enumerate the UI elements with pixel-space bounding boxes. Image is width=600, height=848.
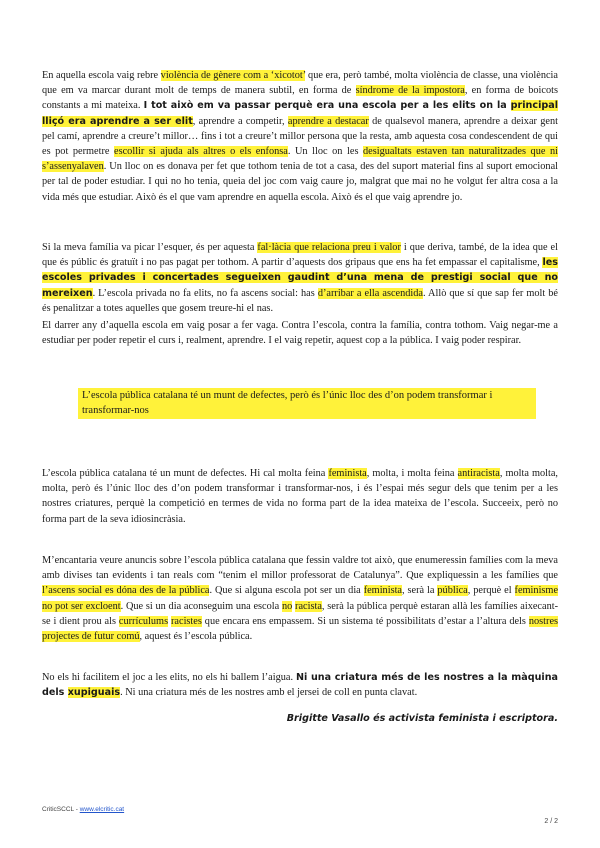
paragraph-5: M’encantaria veure anuncis sobre l’escola pública catalana que fessin valdre tot això, que enumeressin famílies com la meva amb divises tan evidents i tan reals com “tenim el millor professorat de Catalunya”. Que expliquessin a les famílies que l’ascens social es dóna des de la pública. Que si alguna escola pot ser un dia feminista, serà la pública, perquè el feminisme no pot ser excloent. Que si un dia aconseguim una escola no racista, serà la pública perquè estaran allà les famílies aixecant-se i dient prou als currículums racistes que encara ens empassem. Si un sistema té possibilitats d’estar a l’altura dels nostres projectes de futur comú, aquest és l’escola pública.	[42, 555, 559, 643]
highlight: currículums	[118, 615, 169, 627]
paragraph-2: Si la meva família va picar l’esquer, és per aquesta fal·làcia que relaciona preu i valor i que deriva, també, de la idea que el que és públic és gratuït i no pas pagat per tothom. A partir d’aquests dos gripaus que ens ha fet empassar el capitalisme, les escoles privades i concertades segueixen gaudint d’una mena de prestigi social que no mereixen. L’escola privada no fa elits, no fa ascens social: has d’arribar a ella ascendida. Allò que sí que sap fer molt bé és penalitzar a totes aquelles que gosem treure-hi el nas.	[42, 242, 559, 314]
paragraph-1: En aquella escola vaig rebre violència de gènere com a ‘xicotot’ que era, però també, molta violència de classe, una violència que em va marcar durant molt de temps de manera subtil, en forma de síndrome de la impostora, en forma de boicots constants a mi mateixa. I tot això em va passar perquè era una escola per a les elits on la principal lliçó era aprendre a ser elit, aprendre a competir, aprendre a destacar de qualsevol manera, aprendre a deixar gent pel camí, aprendre a creure’t millor… fins i tot a creure’t millor persona que la resta, amb aquesta cosa condescendent de qui es pot permetre escollir si ajuda als altres o els enfonsa. Un lloc on les desigualtats estaven tan naturalitzades que ni s’assenyalaven. Un lloc on es donava per fet que tothom tenia de tot a casa, des del suport material fins al suport emocional per tal de poder estudiar. I qui no ho tenia, queia del joc com vaig caure jo, malgrat que mai no he volgut fer altra cosa a la vida més que estudiar. Això és el que vam aprendre en aquella escola. Això és el que vaig aprendre jo.	[42, 70, 558, 203]
highlight: feminisme no pot ser excloent	[42, 585, 559, 612]
highlight: no	[281, 600, 293, 612]
footer-link[interactable]: www.elcritic.cat	[79, 806, 125, 813]
highlight: síndrome de la impostora	[355, 85, 465, 97]
highlight: les escoles privades i concertades segueixen gaudint d’una mena de prestigi social que no mereixen	[42, 257, 558, 299]
highlight: aprendre a destacar	[287, 115, 369, 127]
pull-quote: L’escola pública catalana té un munt de defectes, però és l’únic lloc des d’on podem transformar i transformar-nos	[78, 388, 536, 419]
highlight: racista	[295, 600, 322, 612]
highlight: fal·làcia que relaciona preu i valor	[257, 242, 401, 253]
paragraph-4: L’escola pública catalana té un munt de defectes. Hi cal molta feina feminista, molta, i molta feina antiracista, molta molta, molta, però és l’únic lloc des d’on podem transformar i transformar-nos, i és l’espai més segur dels que tenim per a les nostres criatures, perquè la competició en termes de vida no forma part de la idea mateixa de l’escola. Succeeix, però no forma part de la seva idiosincràsia.	[42, 468, 559, 525]
highlight: escollir si ajuda als altres o els enfonsa	[114, 146, 288, 158]
footer-credit: CriticSCCL - www.elcritic.cat	[42, 806, 125, 813]
highlight: pública	[437, 585, 468, 597]
paragraph-6: No els hi facilitem el joc a les elits, no els hi ballem l’aigua. Ni una criatura més de les nostres a la màquina dels xupiguais. Ni una criatura més de les nostres amb el jersei de coll en punta clavat.	[42, 672, 559, 699]
highlight: feminista	[328, 468, 367, 479]
highlight: violència de gènere com a ‘xicotot’	[160, 70, 306, 81]
highlight: l’ascens social es dóna des de la pública	[42, 585, 210, 597]
highlight: desigualtats estaven tan naturalitzades que ni s’assenyalaven	[42, 146, 558, 173]
author-signature: Brigitte Vasallo és activista feminista i escriptora.	[286, 713, 558, 724]
highlight: feminista	[363, 585, 403, 597]
highlight: principal lliçó era aprendre a ser elit	[42, 100, 558, 127]
highlight: antiracista	[457, 468, 500, 479]
highlight: nostres projectes de futur comú	[42, 615, 559, 643]
paragraph-3: El darrer any d’aquella escola em vaig posar a fer vaga. Contra l’escola, contra la família, contra tothom. Vaig negar-me a estudiar per poder repetir el curs i, realment, aprendre. I el vaig repetir, aquest cop a la pública. I vaig poder respirar.	[42, 320, 558, 347]
highlight: racistes	[171, 615, 202, 627]
highlight: d’arribar a ella ascendida	[317, 287, 423, 299]
highlight: xupiguais	[67, 687, 121, 699]
page-number: 2 / 2	[544, 818, 558, 825]
